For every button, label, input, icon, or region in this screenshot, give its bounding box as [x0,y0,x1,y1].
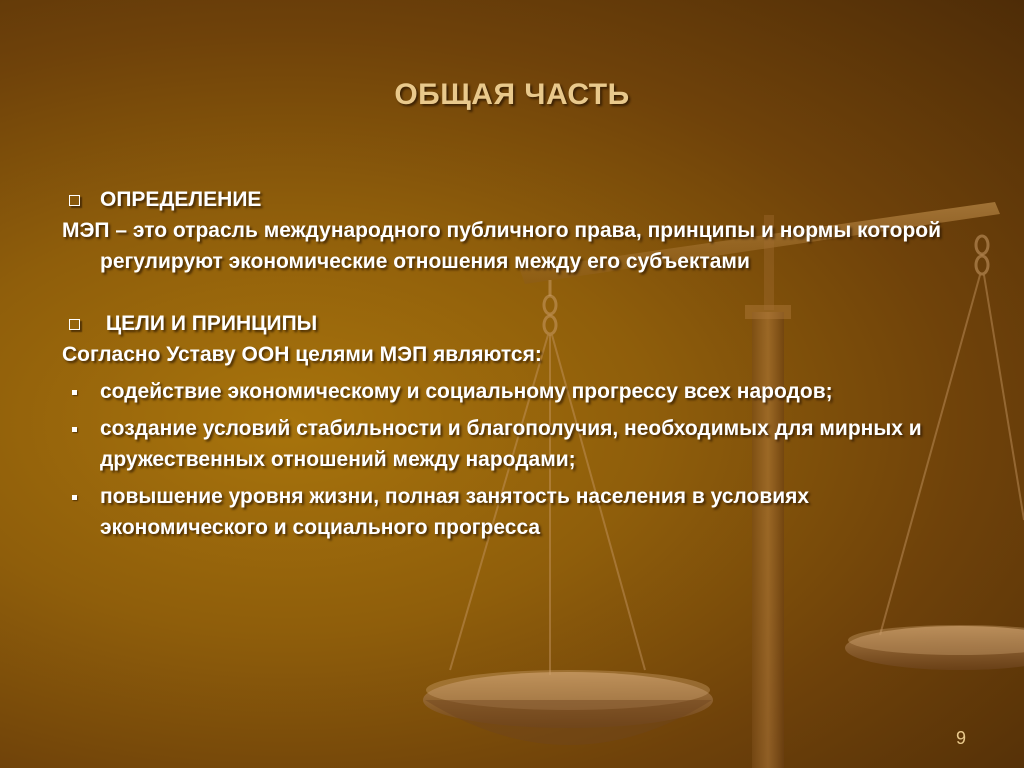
list-item-text: содействие экономическому и социальному прогрессу всех народов; [100,380,833,403]
slide-title: ОБЩАЯ ЧАСТЬ [394,78,630,111]
section-heading-text: ЦЕЛИ И ПРИНЦИПЫ [100,312,318,335]
section-heading-text: ОПРЕДЕЛЕНИЕ [100,188,262,211]
list-item [62,413,962,475]
list-item [62,376,962,407]
list-item [62,481,962,543]
definition-text: МЭП – это отрасль международного публичного права, принципы и нормы которой регулируют экономические отношения между его субъектами [62,219,942,273]
list-item-text: создание условий стабильности и благополучия, необходимых для мирных и дружественных отношений между народами; [100,417,922,471]
section-heading-definition [62,184,962,215]
hollow-square-bullet-icon [64,308,84,339]
page-number: 9 [955,728,966,748]
goals-intro: Согласно Уставу ООН целями МЭП являются: [62,343,542,366]
spacer [62,277,962,308]
section-heading-goals [62,308,962,339]
small-square-bullet-icon [64,481,84,512]
small-square-bullet-icon [64,376,84,407]
slide-body [62,184,962,543]
small-square-bullet-icon [64,413,84,444]
list-item-text: повышение уровня жизни, полная занятость населения в условиях экономического и социального прогресса [100,485,810,539]
hollow-square-bullet-icon [64,184,84,215]
